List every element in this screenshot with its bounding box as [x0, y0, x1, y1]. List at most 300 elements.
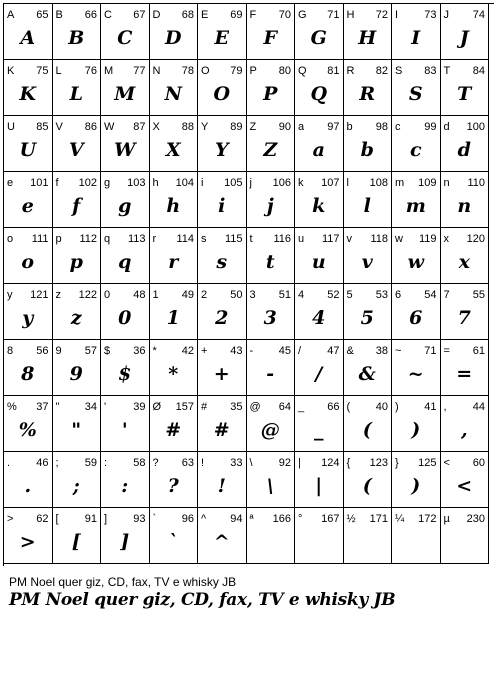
glyph-label: [104, 177, 146, 189]
glyph-char: o: [7, 233, 14, 245]
glyph-code: 115: [224, 233, 243, 245]
glyph-preview: S: [408, 83, 423, 105]
glyph-cell: [53, 284, 102, 340]
glyph-preview: ,: [460, 419, 468, 441]
glyph-cell: [344, 228, 393, 284]
glyph-char: E: [201, 9, 209, 21]
glyph-char: H: [346, 9, 355, 21]
glyph-cell: [4, 228, 53, 284]
glyph-label: [395, 345, 437, 357]
glyph-label: [56, 177, 98, 189]
glyph-char: {: [346, 457, 351, 469]
glyph-label: [347, 401, 389, 413]
glyph-code: 230: [466, 513, 485, 525]
glyph-label: [395, 177, 437, 189]
glyph-label: [347, 345, 389, 357]
glyph-code: 38: [375, 345, 388, 357]
glyph-cell: [295, 228, 344, 284]
glyph-code: 51: [278, 289, 291, 301]
glyph-code: 80: [278, 65, 291, 77]
glyph-label: [201, 345, 243, 357]
glyph-label: [56, 121, 98, 133]
glyph-cell: [344, 116, 393, 172]
glyph-label: [201, 177, 243, 189]
grid-row: [4, 508, 494, 564]
glyph-code: 120: [466, 233, 485, 245]
glyph-cell: [344, 340, 393, 396]
glyph-label: [298, 457, 340, 469]
glyph-char: L: [55, 65, 62, 77]
glyph-char: ½: [346, 513, 356, 525]
glyph-code: 71: [327, 9, 340, 21]
glyph-code: 113: [127, 233, 146, 245]
glyph-cell: [4, 340, 53, 396]
glyph-cell: [392, 4, 441, 60]
glyph-char: C: [104, 9, 112, 21]
glyph-char: h: [152, 177, 159, 189]
glyph-code: 116: [273, 233, 291, 245]
glyph-label: [444, 401, 486, 413]
glyph-code: 167: [321, 513, 340, 525]
sample-sentence-script: PM Noel quer giz, CD, fax, TV e whisky JB: [9, 590, 396, 610]
glyph-preview: @: [260, 419, 280, 441]
glyph-cell: [198, 508, 247, 564]
glyph-cell: [247, 60, 296, 116]
glyph-cell: [150, 172, 199, 228]
glyph-label: [7, 345, 49, 357]
glyph-code: 45: [278, 345, 291, 357]
glyph-code: 118: [370, 233, 388, 245]
glyph-char: #: [201, 401, 208, 413]
glyph-cell: [101, 116, 150, 172]
glyph-preview: y: [22, 307, 34, 329]
glyph-code: 125: [418, 457, 437, 469]
glyph-char: ,: [443, 401, 447, 413]
glyph-cell: [198, 60, 247, 116]
glyph-char: ~: [395, 345, 402, 357]
glyph-char: Q: [298, 65, 307, 77]
glyph-cell: [198, 340, 247, 396]
glyph-label: [153, 289, 195, 301]
glyph-code: 46: [36, 457, 49, 469]
glyph-label: [201, 401, 243, 413]
glyph-cell: [392, 340, 441, 396]
glyph-code: 166: [272, 513, 291, 525]
glyph-code: 97: [327, 121, 340, 133]
glyph-char: %: [7, 401, 17, 413]
glyph-preview: X: [165, 139, 181, 161]
grid-row: [4, 116, 494, 172]
glyph-char: _: [298, 401, 305, 413]
glyph-preview: w: [407, 251, 424, 273]
glyph-char: F: [249, 9, 257, 21]
glyph-char: `: [152, 513, 157, 525]
glyph-char: n: [443, 177, 450, 189]
glyph-code: 59: [84, 457, 97, 469]
glyph-label: [250, 233, 292, 245]
glyph-preview: F: [263, 27, 277, 49]
glyph-preview: 6: [409, 307, 423, 329]
glyph-cell: [441, 228, 490, 284]
glyph-cell: [392, 228, 441, 284]
glyph-preview: Z: [263, 139, 278, 161]
glyph-code: 72: [375, 9, 388, 21]
glyph-preview: =: [456, 363, 473, 385]
glyph-code: 110: [467, 177, 485, 189]
glyph-cell: [198, 228, 247, 284]
glyph-preview: o: [21, 251, 35, 273]
glyph-char: 9: [55, 345, 62, 357]
glyph-code: 75: [36, 65, 49, 77]
glyph-char: >: [7, 513, 14, 525]
glyph-preview: V: [68, 139, 84, 161]
glyph-char: q: [104, 233, 111, 245]
glyph-cell: [295, 116, 344, 172]
glyph-label: [395, 289, 437, 301]
glyph-cell: [344, 452, 393, 508]
glyph-code: 111: [31, 233, 49, 245]
glyph-label: [104, 121, 146, 133]
glyph-preview: .: [24, 475, 32, 497]
glyph-preview: g: [118, 195, 132, 217]
glyph-char: ;: [55, 457, 59, 469]
glyph-preview: [: [71, 531, 81, 553]
glyph-preview: 8: [21, 363, 35, 385]
glyph-cell: [150, 508, 199, 564]
glyph-label: [153, 65, 195, 77]
glyph-code: 122: [78, 289, 97, 301]
glyph-code: 89: [230, 121, 243, 133]
glyph-code: 60: [472, 457, 485, 469]
glyph-preview: H: [358, 27, 377, 49]
glyph-preview: M: [114, 83, 136, 105]
glyph-char: Ø: [152, 401, 162, 413]
glyph-preview: x: [458, 251, 470, 273]
character-map-grid: [3, 3, 494, 566]
glyph-label: [7, 289, 49, 301]
glyph-preview: 7: [457, 307, 471, 329]
glyph-label: [153, 401, 195, 413]
glyph-code: 96: [181, 513, 194, 525]
glyph-cell: [150, 284, 199, 340]
glyph-code: 77: [133, 65, 146, 77]
glyph-cell: [101, 508, 150, 564]
glyph-cell: [247, 172, 296, 228]
glyph-preview: i: [218, 195, 226, 217]
glyph-code: 103: [127, 177, 146, 189]
glyph-code: 73: [424, 9, 437, 21]
glyph-char: l: [346, 177, 349, 189]
glyph-code: 42: [181, 345, 194, 357]
glyph-label: [347, 457, 389, 469]
glyph-label: [250, 401, 292, 413]
glyph-char: N: [152, 65, 161, 77]
glyph-char: !: [201, 457, 205, 469]
glyph-label: [153, 9, 195, 21]
glyph-code: 70: [278, 9, 291, 21]
glyph-code: 67: [133, 9, 146, 21]
glyph-code: 61: [472, 345, 485, 357]
glyph-char: ": [55, 401, 60, 413]
glyph-preview: K: [19, 83, 36, 105]
glyph-cell: [53, 340, 102, 396]
glyph-label: [153, 457, 195, 469]
glyph-cell: [53, 508, 102, 564]
glyph-char: =: [443, 345, 450, 357]
glyph-cell: [392, 452, 441, 508]
glyph-preview: z: [70, 307, 82, 329]
glyph-label: [298, 401, 340, 413]
glyph-cell: [247, 228, 296, 284]
glyph-cell: [4, 116, 53, 172]
glyph-cell: [4, 172, 53, 228]
glyph-preview: r: [168, 251, 179, 273]
glyph-char: 6: [395, 289, 402, 301]
glyph-cell: [150, 60, 199, 116]
glyph-label: [201, 9, 243, 21]
glyph-label: [56, 401, 98, 413]
glyph-preview: 0: [118, 307, 132, 329]
glyph-char: 4: [298, 289, 305, 301]
glyph-cell: [247, 452, 296, 508]
glyph-code: 64: [278, 401, 291, 413]
glyph-code: 68: [181, 9, 194, 21]
glyph-code: 66: [84, 9, 97, 21]
glyph-cell: [247, 508, 296, 564]
glyph-char: 1: [152, 289, 159, 301]
glyph-label: [395, 457, 437, 469]
glyph-cell: [295, 508, 344, 564]
glyph-code: 87: [133, 121, 146, 133]
glyph-preview: >: [19, 531, 36, 553]
glyph-label: [250, 289, 292, 301]
glyph-label: [104, 233, 146, 245]
glyph-char: z: [55, 289, 61, 301]
glyph-char: J: [443, 9, 449, 21]
glyph-char: K: [7, 65, 15, 77]
glyph-label: [444, 457, 486, 469]
glyph-cell: [441, 60, 490, 116]
glyph-preview: 3: [263, 307, 277, 329]
glyph-cell: [344, 396, 393, 452]
glyph-cell: [198, 116, 247, 172]
glyph-cell: [53, 60, 102, 116]
glyph-preview: O: [213, 83, 231, 105]
glyph-label: [201, 513, 243, 525]
glyph-code: 124: [321, 457, 340, 469]
glyph-label: [395, 513, 437, 525]
glyph-label: [201, 457, 243, 469]
glyph-preview: %: [18, 419, 37, 441]
glyph-char: .: [7, 457, 11, 469]
glyph-label: [56, 9, 98, 21]
glyph-preview: f: [72, 195, 81, 217]
glyph-preview: (: [362, 419, 372, 441]
glyph-cell: [441, 284, 490, 340]
glyph-cell: [198, 396, 247, 452]
glyph-label: [444, 65, 486, 77]
glyph-char: U: [7, 121, 15, 133]
glyph-cell: [344, 508, 393, 564]
glyph-preview: #: [213, 419, 230, 441]
glyph-cell: [344, 4, 393, 60]
glyph-label: [395, 121, 437, 133]
glyph-cell: [247, 340, 296, 396]
glyph-preview: t: [265, 251, 275, 273]
glyph-preview: /: [315, 363, 323, 385]
glyph-cell: [441, 452, 490, 508]
glyph-label: [250, 9, 292, 21]
glyph-char: ): [395, 401, 399, 413]
glyph-label: [104, 345, 146, 357]
glyph-code: 99: [424, 121, 437, 133]
glyph-label: [395, 65, 437, 77]
glyph-cell: [247, 284, 296, 340]
glyph-code: 44: [472, 401, 485, 413]
glyph-label: [444, 177, 486, 189]
glyph-preview: D: [165, 27, 182, 49]
glyph-char: I: [395, 9, 399, 21]
glyph-code: 43: [230, 345, 243, 357]
glyph-preview: J: [459, 27, 469, 49]
glyph-char: *: [152, 345, 157, 357]
glyph-preview: ": [71, 419, 82, 441]
glyph-label: [298, 9, 340, 21]
glyph-preview: -: [266, 363, 275, 385]
glyph-cell: [441, 340, 490, 396]
glyph-code: 100: [466, 121, 485, 133]
glyph-char: /: [298, 345, 302, 357]
glyph-char: 8: [7, 345, 14, 357]
glyph-char: 5: [346, 289, 353, 301]
glyph-label: [153, 177, 195, 189]
glyph-preview: k: [312, 195, 326, 217]
glyph-cell: [198, 452, 247, 508]
glyph-code: 84: [472, 65, 485, 77]
glyph-char: 0: [104, 289, 111, 301]
glyph-label: [104, 289, 146, 301]
glyph-label: [7, 9, 49, 21]
glyph-preview: j: [266, 195, 274, 217]
glyph-preview: ^: [213, 531, 230, 553]
glyph-char: °: [298, 513, 303, 525]
glyph-label: [56, 345, 98, 357]
glyph-code: 109: [418, 177, 437, 189]
glyph-preview: 1: [166, 307, 180, 329]
glyph-label: [153, 121, 195, 133]
glyph-code: 52: [327, 289, 340, 301]
glyph-preview: h: [166, 195, 181, 217]
glyph-cell: [101, 340, 150, 396]
glyph-char: a: [298, 121, 305, 133]
glyph-code: 63: [181, 457, 194, 469]
glyph-code: 92: [278, 457, 291, 469]
glyph-cell: [150, 228, 199, 284]
glyph-char: g: [104, 177, 111, 189]
glyph-label: [56, 233, 98, 245]
glyph-char: \: [249, 457, 253, 469]
glyph-preview: m: [405, 195, 426, 217]
glyph-label: [444, 9, 486, 21]
glyph-code: 71: [424, 345, 437, 357]
glyph-code: 36: [133, 345, 146, 357]
glyph-label: [250, 121, 292, 133]
glyph-preview: W: [114, 139, 136, 161]
glyph-label: [298, 289, 340, 301]
glyph-label: [347, 9, 389, 21]
glyph-code: 40: [375, 401, 388, 413]
glyph-char: c: [395, 121, 401, 133]
glyph-label: [298, 233, 340, 245]
glyph-char: R: [346, 65, 355, 77]
glyph-cell: [344, 60, 393, 116]
glyph-code: 102: [78, 177, 97, 189]
glyph-cell: [344, 284, 393, 340]
glyph-preview: E: [214, 27, 229, 49]
glyph-cell: [101, 396, 150, 452]
glyph-char: 3: [249, 289, 256, 301]
glyph-cell: [441, 396, 490, 452]
glyph-label: [153, 345, 195, 357]
glyph-cell: [4, 60, 53, 116]
glyph-label: [395, 401, 437, 413]
glyph-cell: [101, 60, 150, 116]
glyph-code: 104: [175, 177, 194, 189]
glyph-preview: <: [456, 475, 473, 497]
glyph-preview: 2: [215, 307, 229, 329]
glyph-preview: #: [165, 419, 182, 441]
glyph-cell: [295, 284, 344, 340]
glyph-preview: `: [168, 531, 178, 553]
grid-row: [4, 284, 494, 340]
glyph-char: }: [395, 457, 399, 469]
glyph-label: [7, 457, 49, 469]
glyph-cell: [295, 340, 344, 396]
glyph-cell: [344, 172, 393, 228]
glyph-code: 65: [36, 9, 49, 21]
glyph-label: [201, 65, 243, 77]
glyph-code: 172: [418, 513, 437, 525]
glyph-code: 91: [84, 513, 97, 525]
glyph-label: [250, 345, 292, 357]
glyph-preview: $: [118, 363, 132, 385]
glyph-preview: ]: [120, 531, 130, 553]
glyph-preview: A: [20, 27, 36, 49]
grid-row: [4, 4, 494, 60]
glyph-preview: R: [359, 83, 376, 105]
glyph-code: 93: [133, 513, 146, 525]
glyph-preview: ~: [407, 363, 424, 385]
glyph-code: 106: [272, 177, 291, 189]
glyph-code: 88: [181, 121, 194, 133]
glyph-code: 47: [327, 345, 340, 357]
glyph-label: [298, 121, 340, 133]
glyph-cell: [4, 508, 53, 564]
glyph-cell: [198, 284, 247, 340]
glyph-char: @: [249, 401, 261, 413]
glyph-cell: [101, 284, 150, 340]
glyph-code: 119: [418, 233, 437, 245]
glyph-label: [347, 65, 389, 77]
glyph-label: [298, 65, 340, 77]
glyph-preview: B: [68, 27, 85, 49]
grid-row: [4, 452, 494, 508]
glyph-char: M: [104, 65, 114, 77]
glyph-label: [7, 233, 49, 245]
glyph-char: D: [152, 9, 161, 21]
glyph-preview: u: [311, 251, 326, 273]
glyph-cell: [392, 116, 441, 172]
